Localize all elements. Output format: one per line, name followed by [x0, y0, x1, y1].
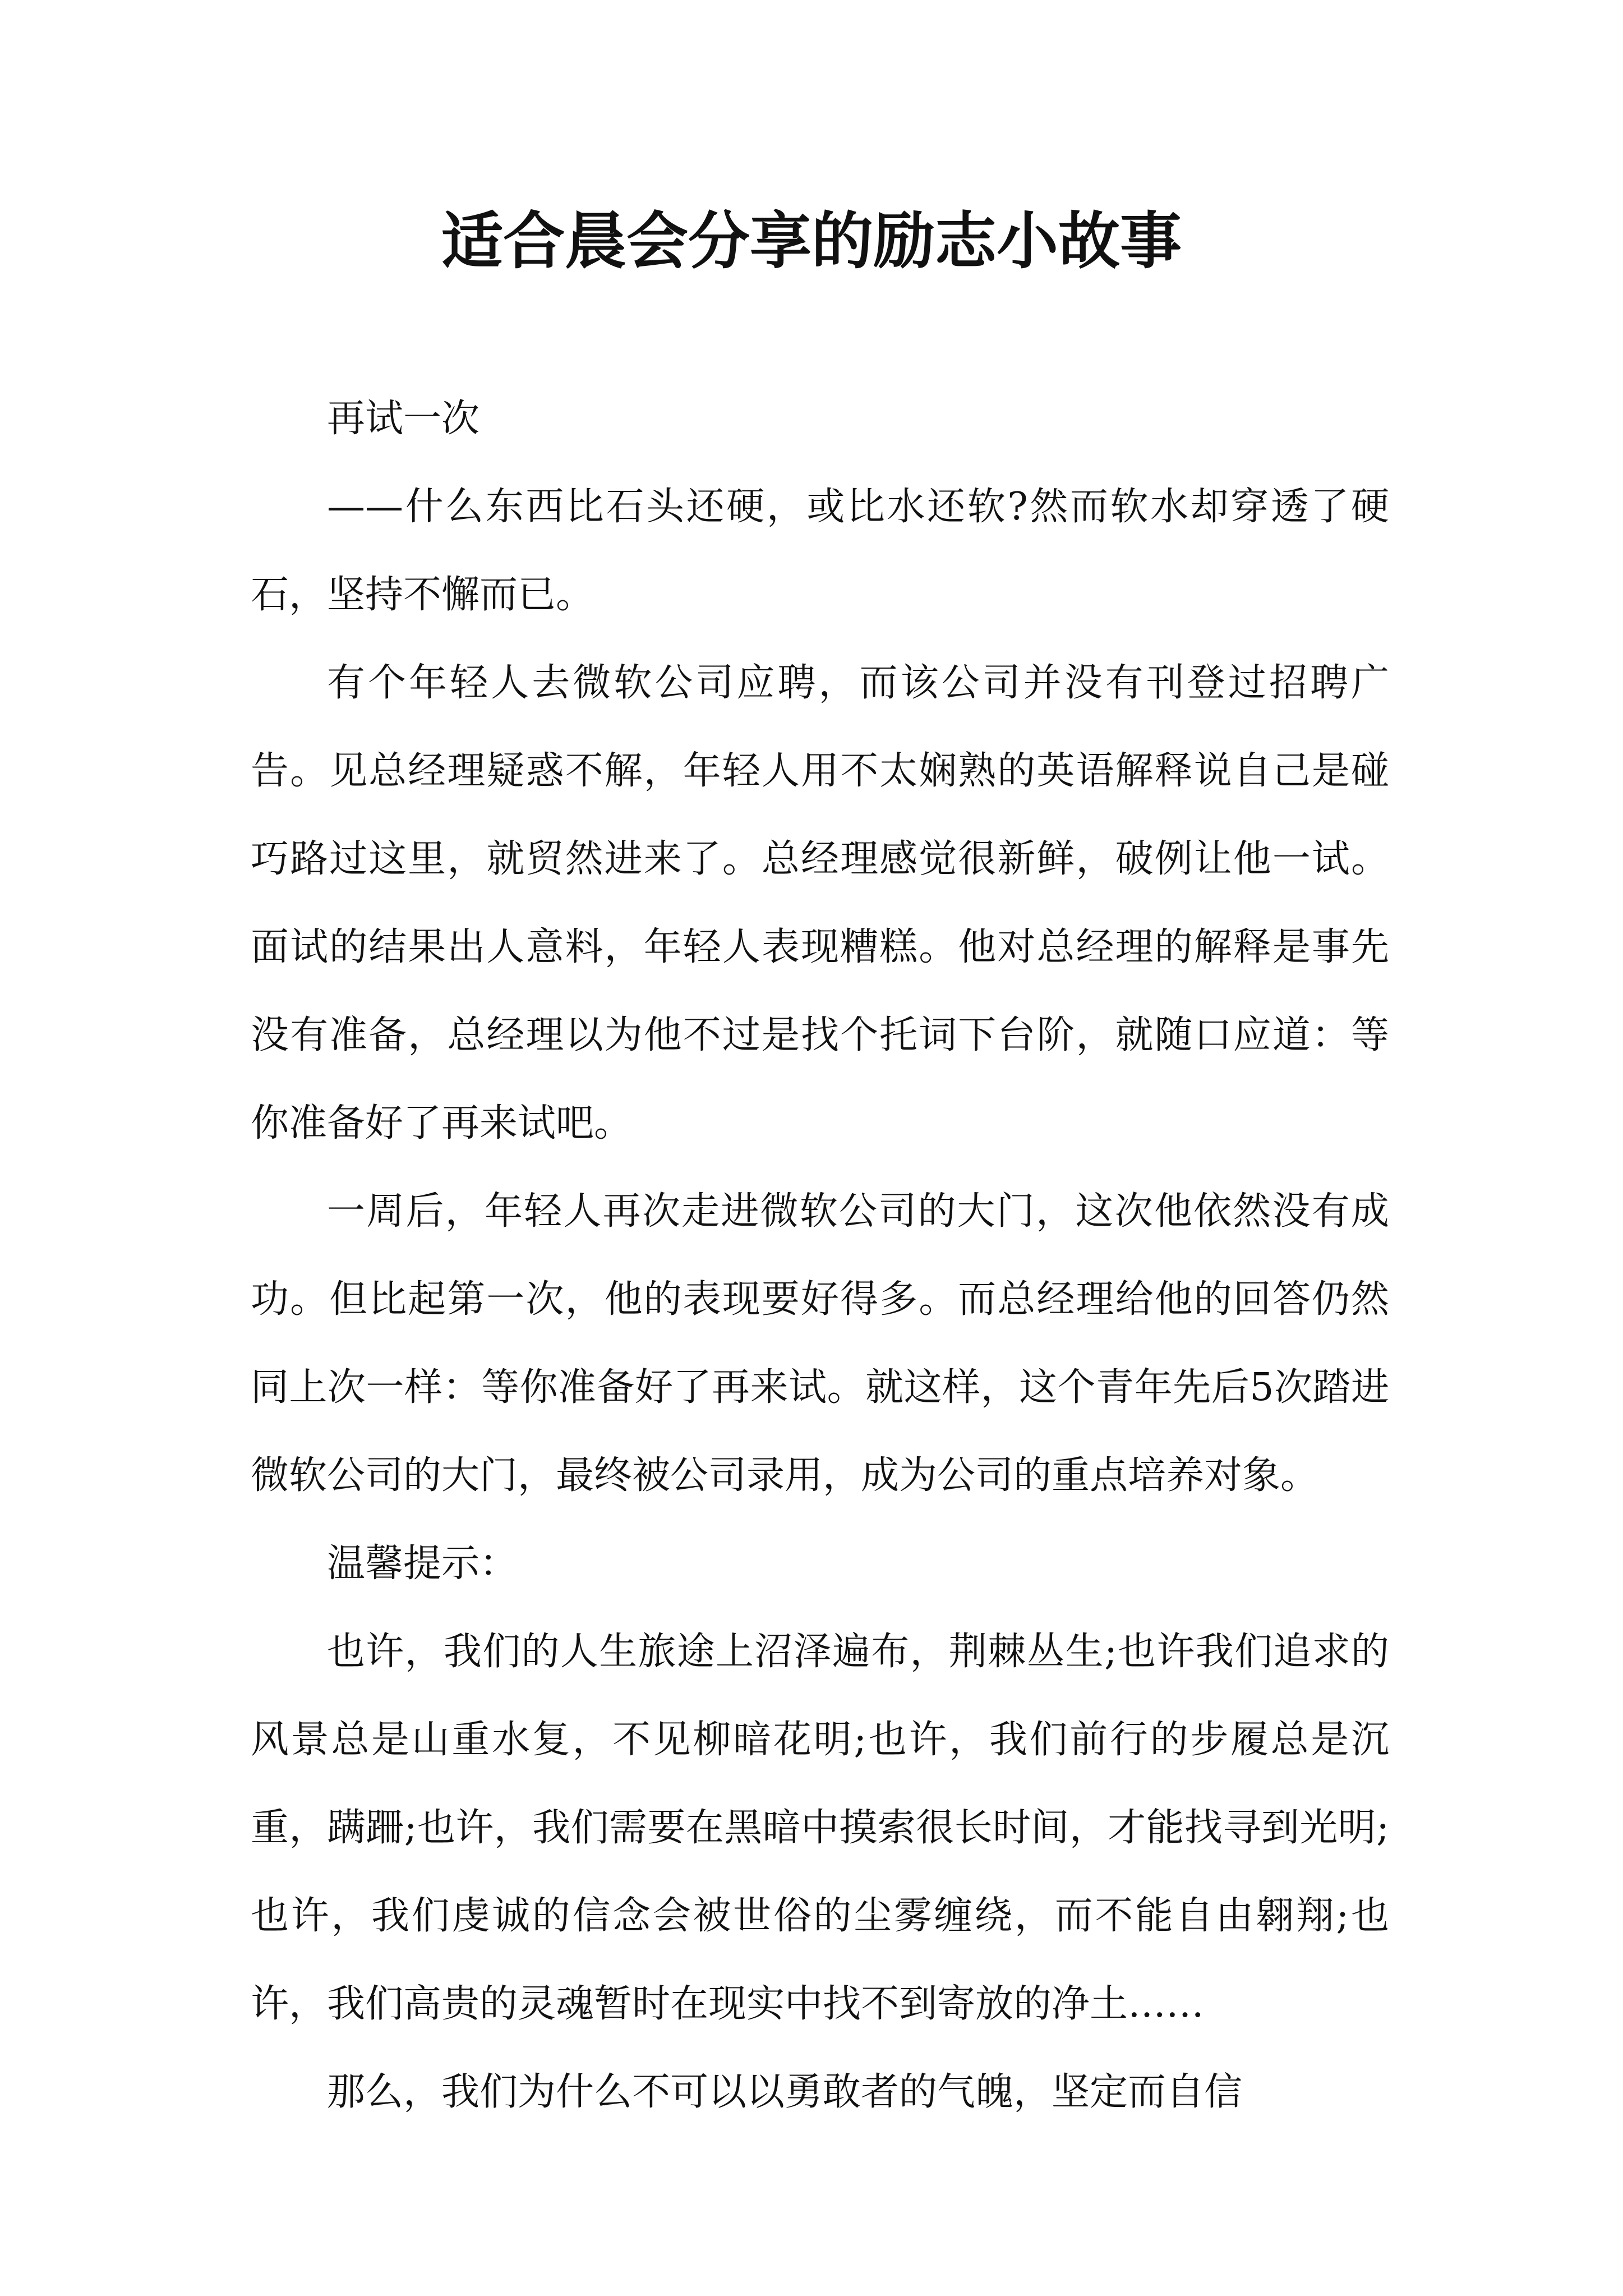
- paragraph: 有个年轻人去微软公司应聘，而该公司并没有刊登过招聘广告。见总经理疑惑不解，年轻人用不太娴熟的英语解释说自己是碰巧路过这里，就贸然进来了。总经理感觉很新鲜，破例让他一试。面试的结果出人意料，年轻人表现糟糕。他对总经理的解释是事先没有准备，总经理以为他不过是找个托词下台阶，就随口应道：等你准备好了再来试吧。: [251, 661, 1389, 1145]
- document-title: 适合晨会分享的励志小故事: [441, 205, 1182, 277]
- paragraph-subheading: 温馨提示：: [327, 1542, 518, 1586]
- document-body: [251, 375, 1389, 2136]
- paragraph: 那么，我们为什么不可以以勇敢者的气魄，坚定而自信: [327, 2070, 1243, 2114]
- paragraph: ——什么东西比石头还硬，或比水还软?然而软水却穿透了硬石，坚持不懈而已。: [251, 485, 1389, 617]
- paragraph-heading: 再试一次: [327, 397, 480, 441]
- paragraph: 也许，我们的人生旅途上沼泽遍布，荆棘丛生;也许我们追求的风景总是山重水复，不见柳暗花明;也许，我们前行的步履总是沉重，蹒跚;也许，我们需要在黑暗中摸索很长时间，才能找寻到光明;也许，我们虔诚的信念会被世俗的尘雾缠绕，而不能自由翱翔;也许，我们高贵的灵魂暂时在现实中找不到寄放的净土……: [251, 1630, 1389, 2026]
- paragraph: 一周后，年轻人再次走进微软公司的大门，这次他依然没有成功。但比起第一次，他的表现要好得多。而总经理给他的回答仍然同上次一样：等你准备好了再来试。就这样，这个青年先后5次踏进微软公司的大门，最终被公司录用，成为公司的重点培养对象。: [251, 1189, 1389, 1498]
